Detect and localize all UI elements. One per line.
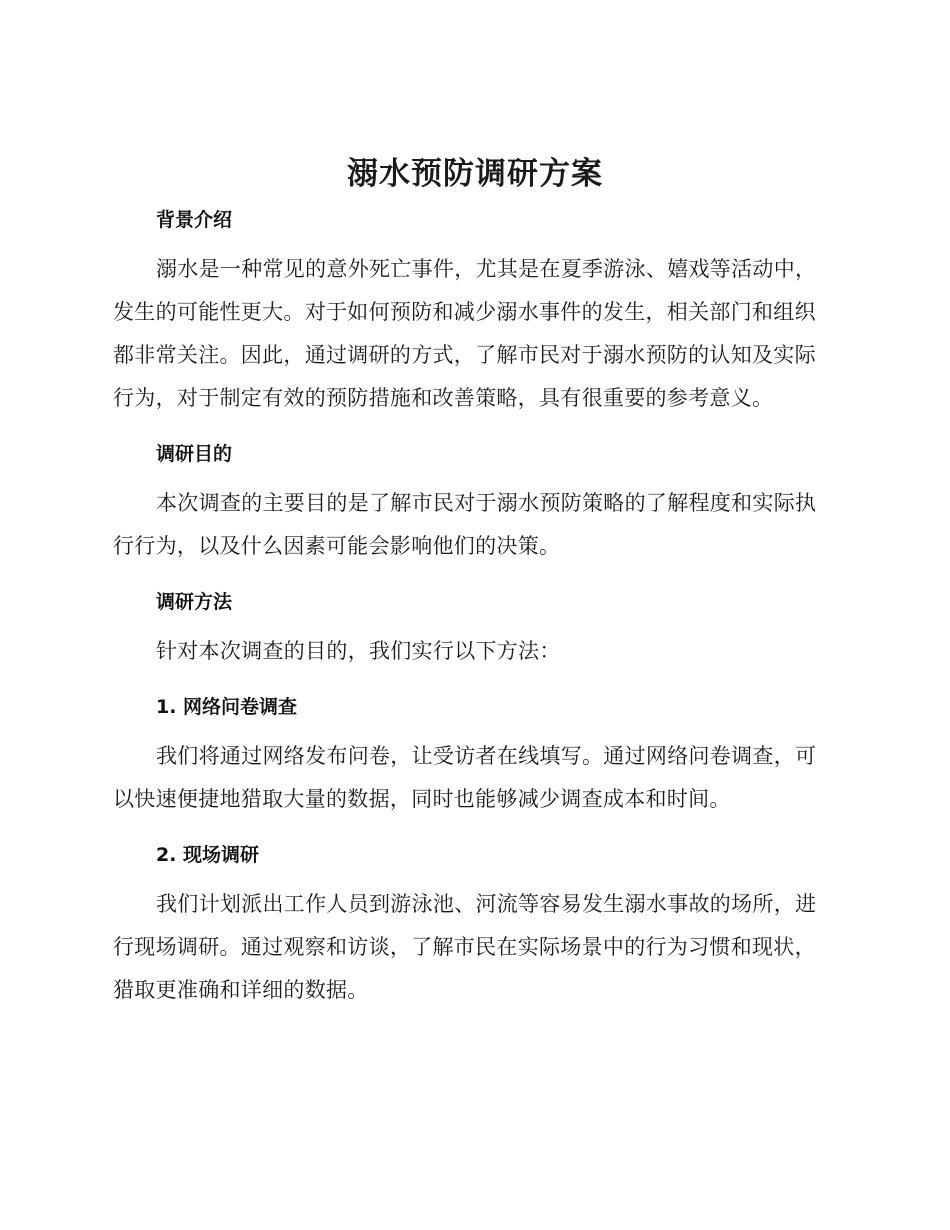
section-heading-method: 调研方法 [156, 591, 233, 613]
spacer [113, 474, 833, 482]
method-item-body-field-research: 我们计划派出工作人员到游泳池、河流等容易发生溺水事故的场所，进行现场调研。通过观察和访谈，了解市民在实际场景中的行为习惯和现状，猎取更准确和详细的数据。 [113, 892, 817, 1002]
section-heading-purpose: 调研目的 [156, 443, 233, 465]
spacer [113, 727, 833, 735]
spacer [113, 673, 833, 687]
spacer [113, 568, 833, 582]
method-item-heading-online-survey: 1. 网络问卷调查 [156, 696, 298, 718]
method-item-heading-field-research: 2. 现场调研 [156, 844, 260, 866]
spacer [113, 420, 833, 434]
section-body-purpose: 本次调查的主要目的是了解市民对于溺水预防策略的了解程度和实际执行行为，以及什么因素可能会影响他们的决策。 [113, 491, 817, 558]
section-body-background: 溺水是一种常见的意外死亡事件，尤其是在夏季游泳、嬉戏等活动中，发生的可能性更大。对于如何预防和减少溺水事件的发生，相关部门和组织都非常关注。因此，通过调研的方式，了解市民对于溺水预防的认知及实际行为，对于制定有效的预防措施和改善策略，具有很重要的参考意义。 [113, 257, 817, 410]
spacer [113, 622, 833, 630]
section-intro-method: 针对本次调查的目的，我们实行以下方法： [156, 639, 561, 663]
document-body [113, 200, 833, 1012]
document-title: 溺水预防调研方案 [347, 156, 603, 192]
spacer [113, 875, 833, 883]
spacer [113, 240, 833, 248]
method-item-body-online-survey: 我们将通过网络发布问卷，让受访者在线填写。通过网络问卷调查，可以快速便捷地猎取大量的数据，同时也能够减少调查成本和时间。 [113, 744, 817, 811]
spacer [113, 821, 833, 835]
section-heading-background: 背景介绍 [156, 209, 233, 231]
